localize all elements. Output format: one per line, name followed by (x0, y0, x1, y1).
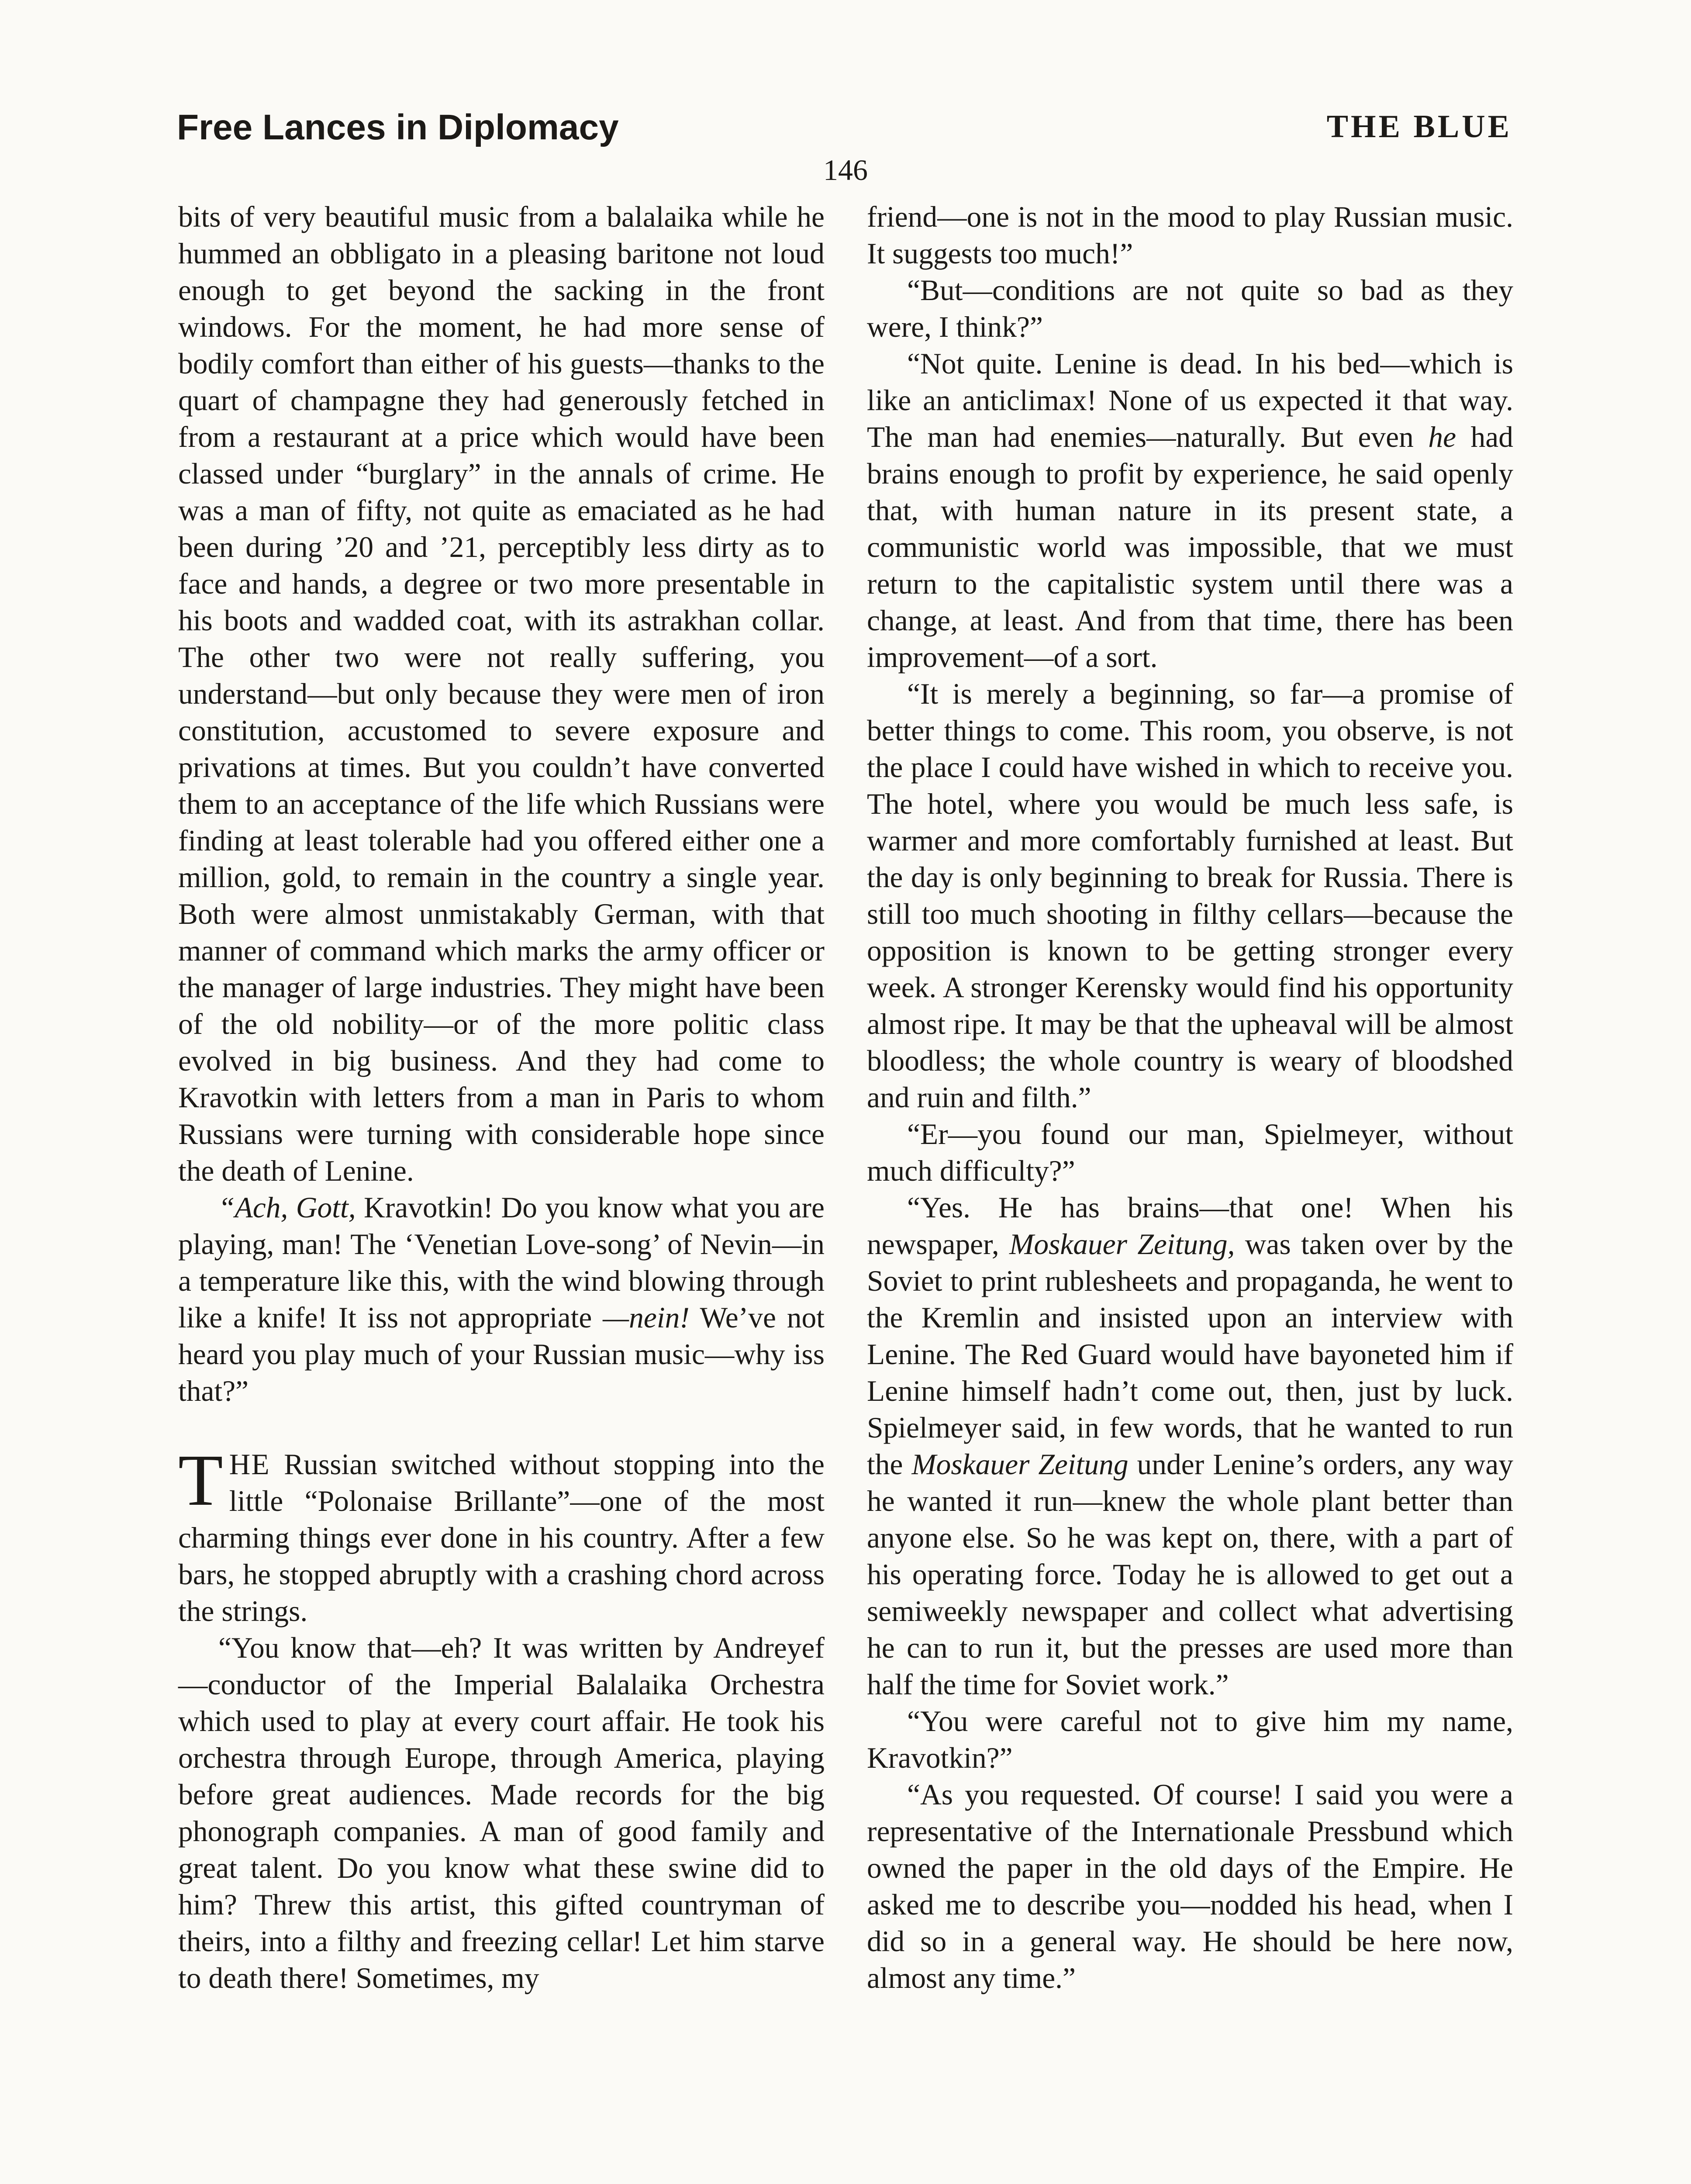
paragraph: “As you requested. Of course! I said you were a representative of the Internationale Pressbund which owned the paper in the old days of the Empire. He asked me to describe you—nodded his head, when I did so in a general way. He should be here now, almost any time.” (867, 1778, 1513, 1994)
paragraph (867, 346, 1513, 676)
small-caps-word: HE (229, 1448, 270, 1481)
paragraph: “You know that—eh? It was written by Andreyef—conductor of the Imperial Balalaika Orchestra which used to play at every court affair. He took his orchestra through Europe, through America, playing before great audiences. Made records for the big phonograph companies. A man of good family and great talent. Do you know what these swine did to him? Threw this artist, this gifted countryman of theirs, into a filthy and freezing cellar! Let him starve to death there! Sometimes, my (178, 1631, 825, 1994)
italic-phrase: “Ach, Gott, (218, 1191, 356, 1224)
paragraph (178, 1189, 825, 1410)
paragraph-text: “Yes. He has brains—that one! When his newspaper, (867, 1191, 1513, 1261)
paragraph: “You were careful not to give him my name, Kravotkin?” (867, 1705, 1513, 1774)
italic-title: Moskauer Zeitung (911, 1448, 1128, 1481)
paragraph-text: Kravotkin! Do you know what you are playing, man! The ‘Venetian Love-song’ of Nevin—in a temperature like this, with the wind blowing through like a knife! It iss not appropriate (178, 1191, 825, 1334)
paragraph: friend—one is not in the mood to play Russian music. It suggests too much!” (867, 200, 1513, 270)
section-opening-paragraph (178, 1440, 825, 1630)
paragraph (867, 1189, 1513, 1703)
italic-word: he (1428, 421, 1456, 453)
paragraph-text: had brains enough to profit by experience, he said openly that, with human nature in its present state, a communistic world was impossible, that we must return to the capitalistic system until there was a change, at least. And from that time, there has been improvement—of a sort. (867, 421, 1513, 674)
drop-cap: T (178, 1440, 223, 1521)
paragraph-text: We’ve not heard you play much of your Russian music—why iss that?” (178, 1301, 825, 1407)
left-column (178, 199, 825, 1997)
paragraph: bits of very beautiful music from a balalaika while he hummed an obbligato in a pleasing baritone not loud enough to get beyond the sacking in the front windows. For the moment, he had more sense of bodily comfort than either of his guests—thanks to the quart of champagne they had generously fetched in from a restaurant at a price which would have been classed under “burglary” in the annals of crime. He was a man of fifty, not quite as emaciated as he had been during ’20 and ’21, perceptibly less dirty as to face and hands, a degree or two more presentable in his boots and wadded coat, with its astrakhan collar. The other two were not really suffering, you understand—but only because they were men of iron constitution, accustomed to severe exposure and privations at times. But you couldn’t have converted them to an acceptance of the life which Russians were finding at least tolerable had you offered either one a million, gold, to remain in the country a single year. Both were almost unmistakably German, with that manner of command which marks the army officer or the manager of large industries. They might have been of the old nobility—or of the more politic class evolved in big business. And they had come to Kravotkin with letters from a man in Paris to whom Russians were turning with considerable hope since the death of Lenine. (178, 200, 825, 1187)
magazine-name: THE BLUE (1326, 109, 1512, 145)
paragraph-text: “Not quite. Lenine is dead. In his bed—which is like an anticlimax! None of us expected it that way. The man had enemies—naturally. But even (867, 347, 1513, 453)
paragraph-text: under Lenine’s orders, any way he wanted it run—knew the whole plant better than anyone else. So he was kept on, there, with a part of his operating force. Today he is allowed to get out a semiweekly newspaper and collect what advertising he can to run it, but the presses are used more than half the time for Soviet work.” (867, 1448, 1513, 1701)
paragraph: “But—conditions are not quite so bad as they were, I think?” (867, 274, 1513, 343)
paragraph-text: Russian switched without stopping into the little “Polonaise Brillante”—one of the most charming things ever done in his country. After a few bars, he stopped abruptly with a crashing chord across the strings. (178, 1448, 825, 1628)
paragraph: “It is merely a beginning, so far—a promise of better things to come. This room, you observe, is not the place I could have wished in which to receive you. The hotel, where you would be much less safe, is warmer and more comfortably furnished at least. But the day is only beginning to break for Russia. There is still too much shooting in filthy cellars—because the opposition is known to be getting stronger every week. A stronger Kerensky would find his opportunity almost ripe. It may be that the upheaval will be almost bloodless; the whole country is weary of bloodshed and ruin and filth.” (867, 677, 1513, 1114)
page-number: 146 (823, 153, 868, 187)
italic-title: Moskauer Zeitung, (1009, 1228, 1235, 1261)
italic-phrase: —nein! (603, 1301, 690, 1334)
running-title: Free Lances in Diplomacy (177, 107, 619, 147)
right-column (867, 199, 1513, 1997)
paragraph: “Er—you found our man, Spielmeyer, without much difficulty?” (867, 1118, 1513, 1187)
paragraph-text: was taken over by the Soviet to print rublesheets and propaganda, he went to the Kremlin and insisted upon an interview with Lenine. The Red Guard would have bayoneted him if Lenine himself hadn’t come out, then, just by luck. Spielmeyer said, in few words, that he wanted to run the (867, 1228, 1513, 1481)
